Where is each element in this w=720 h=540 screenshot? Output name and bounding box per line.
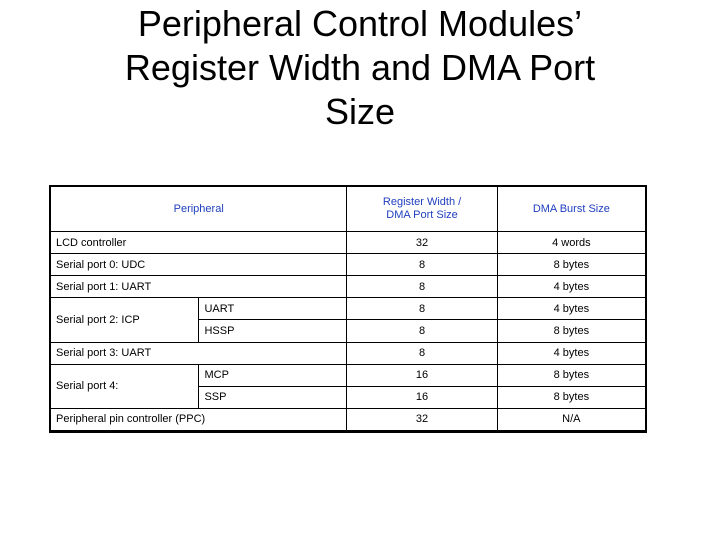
title-line-1: Peripheral Control Modules’: [137, 3, 583, 44]
cell-width: 32: [347, 409, 496, 430]
cell-peripheral: Serial port 4:: [51, 365, 198, 408]
cell-peripheral: Serial port 0: UDC: [51, 254, 346, 275]
cell-width: 8: [347, 254, 496, 275]
cell-burst: 8 bytes: [498, 387, 645, 408]
table-row: [51, 254, 645, 275]
table-row: [51, 232, 645, 253]
table-header-row: [51, 187, 645, 231]
cell-burst: 4 bytes: [498, 276, 645, 297]
table-row: [51, 276, 645, 297]
cell-sub-peripheral: MCP: [199, 365, 346, 386]
header-register-width: [347, 187, 496, 231]
cell-burst: 8 bytes: [498, 254, 645, 275]
header-register-width-line2: DMA Port Size: [386, 209, 458, 221]
cell-burst: N/A: [498, 409, 645, 430]
cell-sub-peripheral: HSSP: [199, 320, 346, 341]
table-row: [51, 298, 645, 319]
slide-title: [0, 2, 720, 134]
header-register-width-line1: Register Width /: [382, 196, 462, 208]
table-row: [51, 409, 645, 430]
cell-width: 32: [347, 232, 496, 253]
cell-width: 16: [347, 365, 496, 386]
title-line-2: Register Width and DMA Port: [124, 47, 596, 88]
cell-width: 16: [347, 387, 496, 408]
cell-burst: 8 bytes: [498, 320, 645, 341]
cell-width: 8: [347, 298, 496, 319]
cell-peripheral: Serial port 3: UART: [51, 343, 346, 364]
cell-burst: 4 words: [498, 232, 645, 253]
table-row: [51, 365, 645, 386]
cell-peripheral: Peripheral pin controller (PPC): [51, 409, 346, 430]
cell-peripheral: Serial port 2: ICP: [51, 298, 198, 341]
cell-burst: 4 bytes: [498, 343, 645, 364]
cell-sub-peripheral: UART: [199, 298, 346, 319]
title-line-3: Size: [324, 91, 396, 132]
register-table-frame: [49, 185, 647, 433]
cell-peripheral: LCD controller: [51, 232, 346, 253]
cell-burst: 4 bytes: [498, 298, 645, 319]
cell-width: 8: [347, 343, 496, 364]
cell-sub-peripheral: SSP: [199, 387, 346, 408]
table-row: [51, 343, 645, 364]
header-dma-burst: DMA Burst Size: [498, 187, 645, 231]
cell-peripheral: Serial port 1: UART: [51, 276, 346, 297]
cell-burst: 8 bytes: [498, 365, 645, 386]
cell-width: 8: [347, 276, 496, 297]
register-table: [50, 186, 646, 431]
cell-width: 8: [347, 320, 496, 341]
header-peripheral: Peripheral: [51, 187, 346, 231]
